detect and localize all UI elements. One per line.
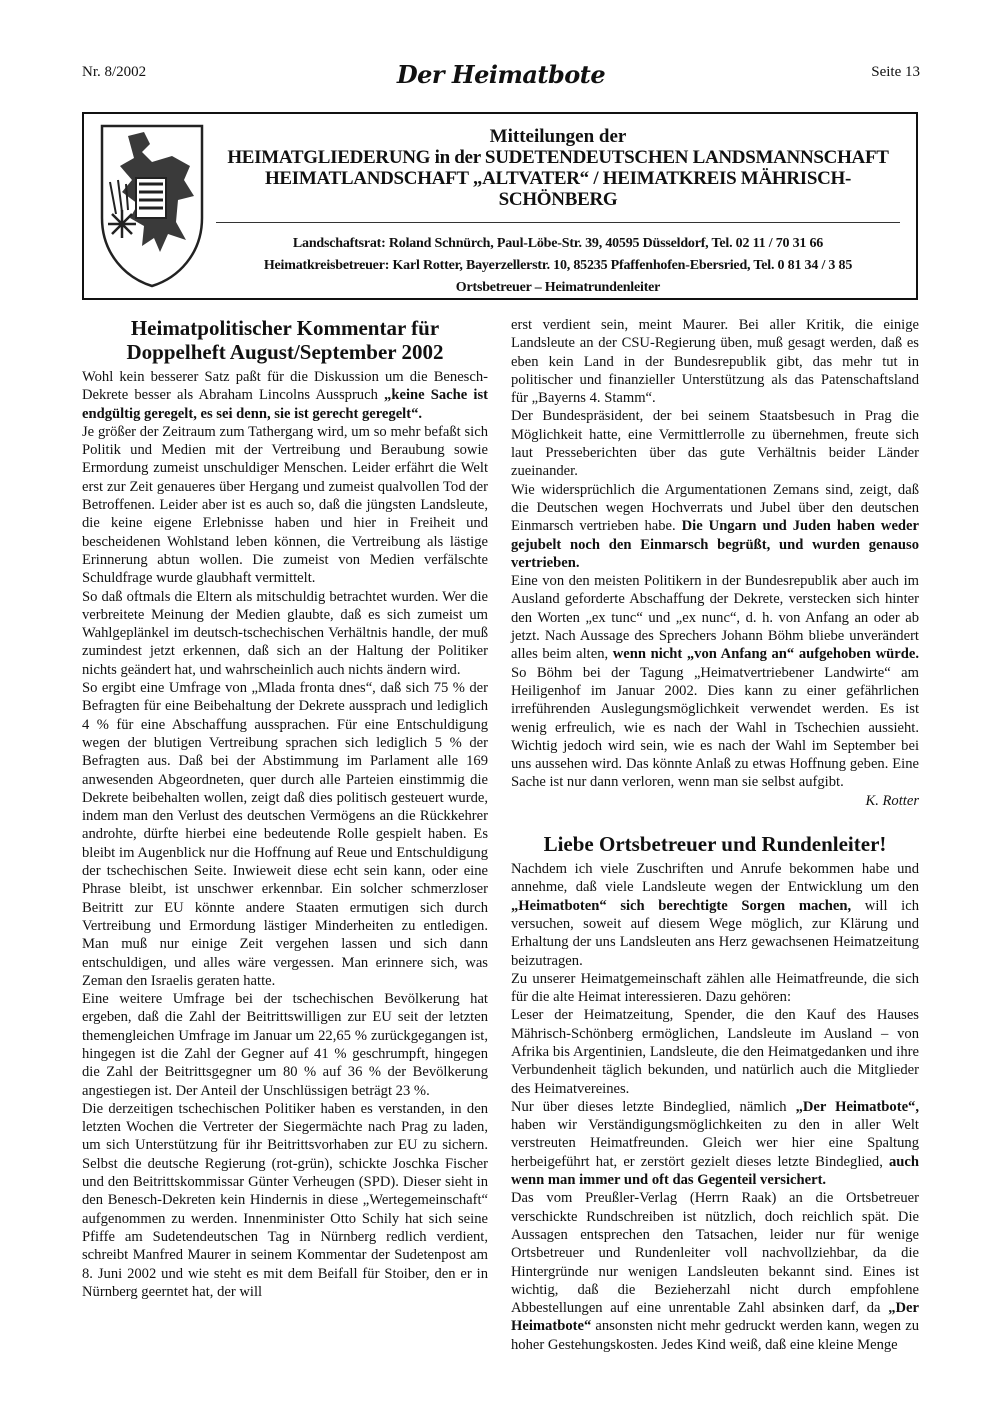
box-divider [216, 222, 900, 223]
text-run: Nur über dieses letzte Bindeglied, nämlich [511, 1098, 796, 1115]
text-run: Wie widersprüchlich die Argumentationen Zemans sind, zeigt, daß die Deutschen wegen Hochverrats und Jubel über den deutschen Einmarsch vertrieben habe. [511, 481, 919, 535]
article1-paragraph [82, 368, 488, 423]
text-run: Wohl kein besserer Satz paßt für die Diskussion um die Benesch-Dekrete besser als Abraham Lincolns Ausspruch [82, 369, 488, 404]
article1-paragraph: Eine weitere Umfrage bei der tschechischen Bevölkerung hat ergeben, daß die Zahl der Beitrittswilligen zur EU seit der letzten themengleichen Umfrage im Januar um 22,65 % zurückgegangen ist, hingegen ist die Zahl der Gegner auf 41 % geschrumpft, hingegen die Zahl der Beitrittsgegner um 80 % auf 36 % der Bevölkerung angestiegen ist. Der Anteil der Unschlüssigen beträgt 23 %. [82, 991, 488, 1099]
article2-paragraph [511, 1189, 919, 1354]
box-heading-line1: Mitteilungen der [489, 126, 627, 147]
masthead-title: Der Heimatbote [396, 60, 606, 89]
text-run: Das vom Preußler-Verlag (Herrn Raak) an die Ortsbetreuer verschickte Rundschreiben ist nützlich, doch reichlich spät. Die Aussagen entsprechen den Tatsachen, leider nur für wenige Ortsbetreuer und Rundenleiter voll nachvollziehbar, da die Hintergründe nur wenigen Landsleuten bekannt sind. Eines ist wichtig, daß die Bezieherzahl nicht durch empfohlene Abbestellungen auf eine unrentable Zahl absinken darf, da [511, 1190, 919, 1317]
text-run: So Böhm bei der Tagung „Heimatvertriebener Landwirte“ am Heiligenhof im Januar 2002. Dies kann zu einer gefährlichen irreführenden Auslegungsmöglichkeit verwendet werden. Es ist wenig erfreulich, wie es nach der Wahl in Tschechien aussieht. Wichtig jedoch wird sein, wie es nach der Wahl im September bei uns aussehen wird. Das könnte Anlaß zu etwas Hoffnung geben. Eine Sache ist nur dann verloren, wenn man sie selbst aufgibt. [511, 664, 919, 791]
bold-statement: auch wenn man immer und oft das Gegenteil versichert. [511, 1153, 919, 1189]
article1-paragraph [511, 572, 919, 792]
article1-paragraph: Je größer der Zeitraum zum Tathergang wird, um so mehr befaßt sich Politik und Medien mit der Vertreibung und Beraubung sowie Ermordung zumeist unschuldiger Menschen. Leider erfährt die Welt erst zur Zeit genaueres über Hergang und zumeist qualvollen Tod der Betroffenen. Leider aber ist es auch so, daß die jüngsten Landsleute, die keine eigene Erlebnisse haben und hier in Freiheit und bescheidenen Wohlstand leben können, die Vertreibung als lästige Erinnerung abtun wollen. Die zumeist von Medien verfälschte Schuldfrage wurde glaubhaft vermittelt. [82, 423, 488, 587]
bold-statement: wenn nicht „von Anfang an“ aufgehoben würde. [612, 646, 919, 663]
page-number: Seite 13 [871, 64, 920, 80]
issue-number: Nr. 8/2002 [82, 64, 147, 80]
article1-paragraph [511, 481, 919, 572]
article2-paragraph: Leser der Heimatzeitung, Spender, die den Kauf des Hauses Mährisch-Schönberg ermöglichen, Landsleute im Ausland – von Afrika bis Argentinien, Landsleute, die den Heimatgedanken und ihre Verbundenheit täglich bekunden, und natürlich auch die Mitglieder des Heimatvereines. [511, 1007, 919, 1097]
box-heading-line3: HEIMATLANDSCHAFT „ALTVATER“ / HEIMATKREIS MÄHRISCH-SCHÖNBERG [264, 168, 852, 210]
article1-paragraph: Der Bundespräsident, der bei seinem Staatsbesuch in Prag die Möglichkeit hatte, eine Vermittlerrolle zu übernehmen, freute sich laut Presseberichten über das gute Verhältnis beider Länder zueinander. [511, 408, 919, 480]
article1-paragraph: Die derzeitigen tschechischen Politiker haben es verstanden, in den letzten Wochen die Vertreter der Siegermächte nach Prag zu laden, um sich Unterstützung für ihr Beitrittsvorhaben zur EU zu sichern. Selbst die deutsche Regierung (rot-grün), schickte Joschka Fischer und den Beitrittskommissar Günter Verheugen (SPD). Dieser sieht in den Benesch-Dekreten kein Hindernis in diese „Wertegemeinschaft“ aufgenommen zu werden. Innenminister Otto Schily hat sich seine Pfiffe am Sudetendeutschen Tag in Nürnberg redlich verdient, schreibt Manfred Maurer in seinem Kommentar der Sudetenpost am 8. Juni 2002 und wie steht es mit dem Beifall für Stoiber, den er in Nürnberg geerntet hat, der will [82, 1100, 488, 1300]
bold-statement: „Der Heimatbote“ [511, 1300, 919, 1335]
article1-paragraph: erst verdient sein, meint Maurer. Bei aller Kritik, die einige Landsleute an der CSU-Regierung üben, muß gesagt werden, daß es eben kein Land in der Bundesrepublik gibt, das mehr tut in politischer und finanzieller Unterstützung als das Patenschaftsland für „Bayerns 4. Stamm“. [511, 317, 919, 407]
column-left [82, 316, 488, 1301]
bold-quote: „keine Sache ist endgültig geregelt, es sei denn, sie ist gerecht geregelt“. [82, 387, 488, 422]
text-run: haben wir Verständigungsmöglichkeiten zu den in aller Welt verstreuten Heimatfreunden. Gleich wer hier eine Spaltung herbeigeführt hat, er zerstört gezielt dieses letzte Bindeglied, [511, 1117, 919, 1170]
author-name: K. Rotter [865, 792, 919, 809]
coat-of-arms-icon [98, 122, 206, 290]
article1-signature [511, 792, 919, 810]
article2-title: Liebe Ortsbetreuer und Rundenleiter! [543, 832, 887, 857]
box-heading-line2: HEIMATGLIEDERUNG in der SUDETENDEUTSCHEN LANDSMANNSCHAFT [227, 147, 889, 168]
box-contact-heimatkreisbetreuer: Heimatkreisbetreuer: Karl Rotter, Bayerzellerstr. 10, 85235 Pfaffenhofen-Ebersried, Tel. 0 81 34 / 3 85 [263, 258, 853, 273]
bold-statement: Die Ungarn und Juden haben weder gejubelt noch den Einmarsch begrüßt, und wurden genauso vertrieben. [511, 518, 919, 571]
text-run: Nachdem ich viele Zuschriften und Anrufe bekommen habe und annehme, daß viele Landsleute wegen der Entwicklung um den [511, 861, 919, 896]
article1-title: Heimatpolitischer Kommentar für Doppelheft August/September 2002 [126, 316, 444, 364]
association-info-box [82, 112, 918, 300]
article1-paragraph: So daß oftmals die Eltern als mitschuldig betrachtet wurden. Wer die verbreitete Meinung der Medien glaubte, daß es sich zumeist um Wahlgeplänkel im deutsch-tschechischen Verhältnis handle, der muß zumindest jetzt erkennen, daß sich an der Haltung der Politiker nichts geändert hat, und wahrscheinlich auch nichts ändern wird. [82, 588, 488, 678]
box-contact-ortsbetreuer: Ortsbetreuer – Heimatrundenleiter [455, 280, 661, 295]
column-right [511, 316, 919, 1354]
bold-statement: „Der Heimatbote“, [795, 1098, 919, 1115]
box-contact-landschaftsrat: Landschaftsrat: Roland Schnürch, Paul-Löbe-Str. 39, 40595 Düsseldorf, Tel. 02 11 / 70 31 66 [292, 236, 824, 251]
box-text [206, 126, 910, 299]
article2-paragraph: Zu unserer Heimatgemeinschaft zählen alle Heimatfreunde, die sich für die alte Heimat interessieren. Dazu gehören: [511, 970, 919, 1006]
bold-statement: „Heimatboten“ sich berechtigte Sorgen machen, [511, 897, 852, 914]
page-header [82, 60, 920, 90]
text-run: ansonsten nicht mehr gedruckt werden kann, wegen zu hoher Gestehungskosten. Jedes Kind weiß, daß eine kleine Menge [511, 1318, 919, 1353]
article2-paragraph [511, 1098, 919, 1189]
article2-paragraph [511, 860, 919, 970]
text-run: will ich versuchen, soweit auf diesem Wege möglich, zur Klärung und Erhaltung der uns Landsleuten ans Herz gewachsenen Heimatzeitung beizutragen. [511, 897, 919, 969]
text-run: Eine von den meisten Politikern in der Bundesrepublik aber auch im Ausland geforderte Abschaffung der Dekrete, verstecken sich hinter den Worten „ex tunc“ und „ex nunc“, d. h. von Anfang an oder ab jetzt. Nach Aussage des Sprechers Johann Böhm bliebe unverändert alles beim alten, [511, 573, 919, 663]
article1-paragraph: So ergibt eine Umfrage von „Mlada fronta dnes“, daß sich 75 % der Befragten für eine Beibehaltung der Dekrete aussprach und lediglich 4 % für eine Abschaffung aussprachen. Für eine Entschuldigung wegen der blutigen Vertreibung sprachen sich lediglich 5 % der Befragten aus. Daß bei der Abstimmung im Parlament alle 169 anwesenden Abgeordneten, quer durch alle Parteien einstimmig die Dekrete beibehalten wollen, zeigt daß dies politisch gesteuert wurde, indem man den Verlust des deutschen Vermögens an die Rückkehrer androhte, dürfte hierbei eine bedeutende Rolle gespielt haben. Es bleibt im Augenblick nur die Hoffnung auf Reue und Entschuldigung der tschechischen Seite. Inwieweit diese echt sein kann, oder eine Phrase bleibt, ist unschwer erkennbar. Ein solcher schmerzloser Beitritt zur EU könnte andere Staaten ermutigen sich durch Vertreibung und Ermordung lästiger Minderheiten zu entledigen. Man muß nur einige Zeit vergehen lassen und sich dann entschuldigen, und alles wäre vergessen. Man erinnere sich, was Zeman den Israelis geraten hatte. [82, 680, 488, 989]
